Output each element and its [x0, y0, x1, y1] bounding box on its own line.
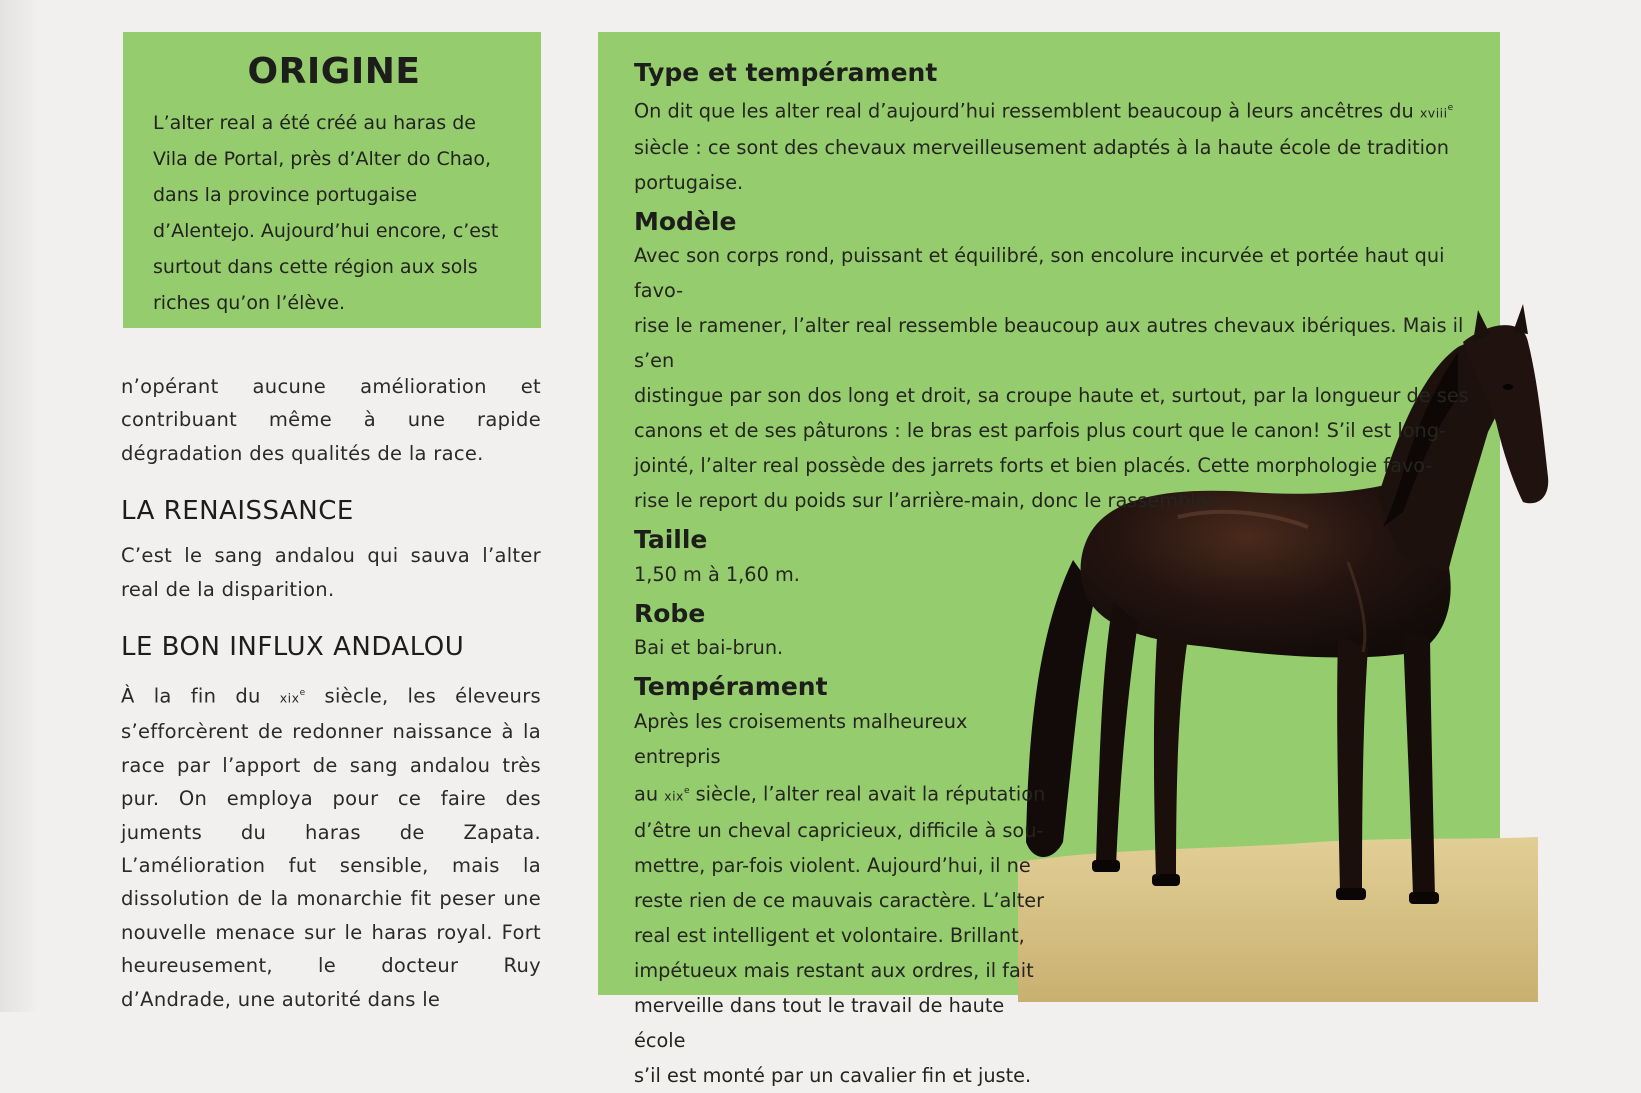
- left-intro-paragraph: n’opérant aucune amélioration et contribuant même à une rapide dégradation des qualités de la race.: [121, 375, 541, 465]
- type-text-rest: siècle : ce sont des chevaux merveilleusement adaptés à la haute école de tradition portugaise.: [634, 135, 1450, 194]
- temperament-line-rest: siècle, l’alter real avait la réputation: [689, 782, 1046, 806]
- modele-heading: Modèle: [634, 206, 737, 236]
- type-text-start: On dit que les alter real d’aujourd’hui ressemblent beaucoup à leurs ancêtres du: [634, 98, 1420, 122]
- modele-paragraph: [634, 238, 1484, 518]
- temperament-century-sup: e: [683, 785, 690, 796]
- robe-text: Bai et bai-brun.: [634, 636, 784, 660]
- renaissance-paragraph: C’est le sang andalou qui sauva l’alter real de la disparition.: [121, 544, 541, 601]
- influx-heading: LE BON INFLUX ANDALOU: [121, 632, 465, 663]
- type-heading: Type et tempérament: [634, 58, 938, 87]
- temperament-line: reste rien de ce mauvais caractère. L’alter: [634, 889, 1045, 913]
- type-century-sup: e: [1447, 102, 1454, 113]
- temperament-heading: Tempérament: [634, 672, 828, 702]
- temperament-line: merveille dans tout le travail de haute école: [634, 994, 1005, 1053]
- horse-eye: [1503, 384, 1513, 390]
- temperament-line: mettre, par-fois violent. Aujourd’hui, il ne: [634, 854, 1031, 878]
- modele-line: rise le ramener, l’alter real ressemble beaucoup aux autres chevaux ibériques. Mais il s’en: [634, 314, 1464, 373]
- left-column: [121, 370, 541, 1016]
- breed-info-panel: [598, 32, 1500, 1088]
- type-century: xviii: [1419, 104, 1448, 120]
- modele-line: canons et de ses pâturons : le bras est parfois plus court que le canon! S’il est long-: [634, 419, 1446, 443]
- temperament-century: xix: [664, 788, 684, 804]
- page-gutter-shadow: [0, 0, 40, 1012]
- modele-line: jointé, l’alter real possède des jarrets forts et bien placés. Cette morphologie favo-: [634, 454, 1433, 478]
- temperament-paragraph: [634, 704, 1049, 1093]
- robe-heading: Robe: [634, 598, 706, 628]
- renaissance-heading: LA RENAISSANCE: [121, 496, 354, 527]
- modele-line: rise le report du poids sur l’arrière-main, donc le rassembler.: [634, 489, 1220, 513]
- temperament-line: real est intelligent et volontaire. Brillant,: [634, 924, 1025, 948]
- origine-title: ORIGINE: [247, 51, 421, 92]
- influx-text-start: À la fin du: [121, 684, 280, 708]
- temperament-line: s’il est monté par un cavalier fin et juste.: [634, 1064, 1032, 1088]
- influx-text-rest: siècle, les éleveurs s’efforcèrent de redonner naissance à la race par l’apport de sang andalou très pur. On employa pour ce faire des juments du haras de Zapata. L’amélioration fut sensible, mais la dissolution de la monarchie fit peser une nouvelle menace sur le haras royal. Fort heureusement, le docteur Ruy d’Andrade, une autorité dans le: [121, 684, 541, 1011]
- taille-heading: Taille: [634, 525, 708, 555]
- type-paragraph: [634, 91, 1484, 200]
- temperament-line: impétueux mais restant aux ordres, il fait: [634, 959, 1034, 983]
- horse-ear: [1513, 304, 1528, 334]
- breed-info-text: [634, 57, 1484, 1093]
- influx-century: xix: [279, 690, 300, 706]
- influx-century-sup: e: [299, 688, 306, 699]
- temperament-line: d’être un cheval capricieux, difficile à sou-: [634, 819, 1044, 843]
- taille-text: 1,50 m à 1,60 m.: [634, 562, 800, 586]
- modele-line: Avec son corps rond, puissant et équilibré, son encolure incurvée et portée haut qui favo-: [634, 244, 1445, 303]
- modele-line: distingue par son dos long et droit, sa croupe haute et, surtout, par la longueur de ses: [634, 384, 1469, 408]
- temperament-line: Après les croisements malheureux entrepris: [634, 709, 968, 768]
- origine-text: L’alter real a été créé au haras de Vila de Portal, près d’Alter do Chao, dans la province portugaise d’Alentejo. Aujourd’hui encore, c’est surtout dans cette région aux sols riches qu’on l’élève.: [153, 112, 499, 315]
- origine-box: [123, 32, 541, 328]
- influx-paragraph: [121, 677, 541, 1016]
- temperament-line-start: au: [634, 782, 665, 806]
